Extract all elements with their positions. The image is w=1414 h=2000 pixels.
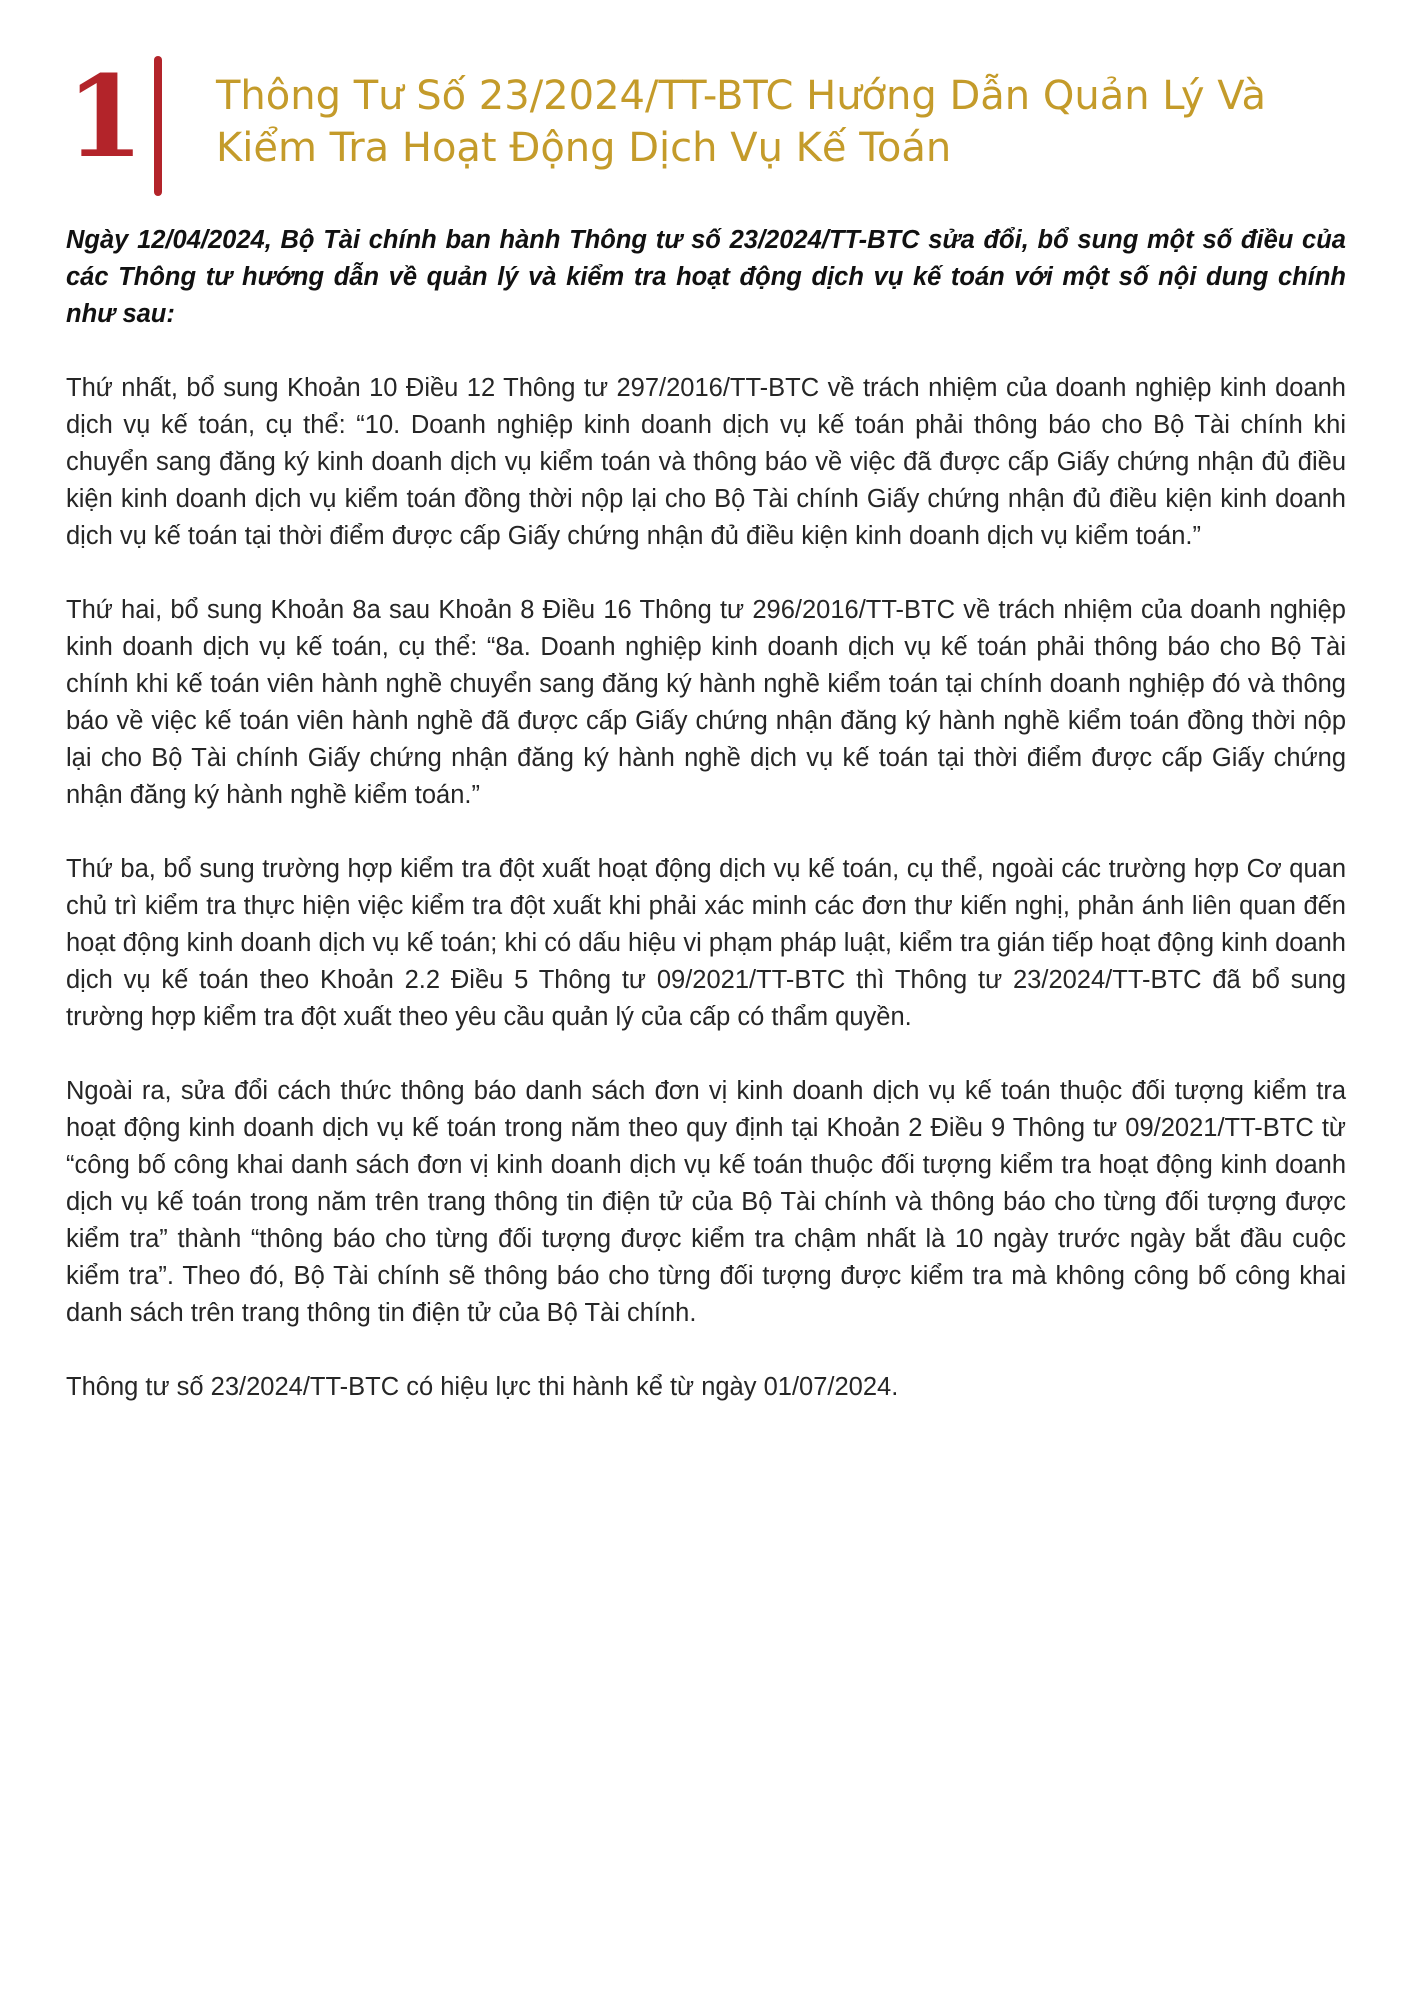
paragraph-effective-date: Thông tư số 23/2024/TT-BTC có hiệu lực thi hành kể từ ngày 01/07/2024. <box>66 1373 899 1401</box>
page-title: Thông Tư Số 23/2024/TT-BTC Hướng Dẫn Quản Lý Và Kiểm Tra Hoạt Động Dịch Vụ Kế Toán <box>216 73 1267 171</box>
paragraph-second-point: Thứ hai, bổ sung Khoản 8a sau Khoản 8 Điều 16 Thông tư 296/2016/TT-BTC về trách nhiệm của doanh nghiệp kinh doanh dịch vụ kế toán, cụ thể: “8a. Doanh nghiệp kinh doanh dịch vụ kế toán phải thông báo cho Bộ Tài chính khi kế toán viên hành nghề chuyển sang đăng ký hành nghề kiểm toán tại chính doanh nghiệp đó và thông báo về việc kế toán viên hành nghề đã được cấp Giấy chứng nhận đăng ký hành nghề kiểm toán đồng thời nộp lại cho Bộ Tài chính Giấy chứng nhận đăng ký hành nghề dịch vụ kế toán tại thời điểm được cấp Giấy chứng nhận đăng ký hành nghề kiểm toán.” <box>66 596 1346 809</box>
section-header <box>62 52 1352 204</box>
paragraph-third-point: Thứ ba, bổ sung trường hợp kiểm tra đột xuất hoạt động dịch vụ kế toán, cụ thể, ngoài các trường hợp Cơ quan chủ trì kiểm tra thực hiện việc kiểm tra đột xuất khi phải xác minh các đơn thư kiến nghị, phản ánh liên quan đến hoạt động kinh doanh dịch vụ kế toán; khi có dấu hiệu vi phạm pháp luật, kiểm tra gián tiếp hoạt động kinh doanh dịch vụ kế toán theo Khoản 2.2 Điều 5 Thông tư 09/2021/TT-BTC thì Thông tư 23/2024/TT-BTC đã bổ sung trường hợp kiểm tra đột xuất theo yêu cầu quản lý của cấp có thẩm quyền. <box>66 855 1346 1031</box>
paragraph-additional-changes: Ngoài ra, sửa đổi cách thức thông báo danh sách đơn vị kinh doanh dịch vụ kế toán thuộc đối tượng kiểm tra hoạt động kinh doanh dịch vụ kế toán trong năm theo quy định tại Khoản 2 Điều 9 Thông tư 09/2021/TT-BTC từ “công bố công khai danh sách đơn vị kinh doanh dịch vụ kế toán thuộc đối tượng kiểm tra hoạt động kinh doanh dịch vụ kế toán trong năm trên trang thông tin điện tử của Bộ Tài chính và thông báo cho từng đối tượng được kiểm tra” thành “thông báo cho từng đối tượng được kiểm tra chậm nhất là 10 ngày trước ngày bắt đầu cuộc kiểm tra”. Theo đó, Bộ Tài chính sẽ thông báo cho từng đối tượng được kiểm tra mà không công bố công khai danh sách trên trang thông tin điện tử của Bộ Tài chính. <box>66 1077 1346 1327</box>
intro-paragraph: Ngày 12/04/2024, Bộ Tài chính ban hành Thông tư số 23/2024/TT-BTC sửa đổi, bổ sung một số điều của các Thông tư hướng dẫn về quản lý và kiểm tra hoạt động dịch vụ kế toán với một số nội dung chính như sau: <box>66 226 1346 328</box>
header-divider <box>154 56 162 196</box>
paragraph-first-point: Thứ nhất, bổ sung Khoản 10 Điều 12 Thông tư 297/2016/TT-BTC về trách nhiệm của doanh nghiệp kinh doanh dịch vụ kế toán, cụ thể: “10. Doanh nghiệp kinh doanh dịch vụ kế toán phải thông báo cho Bộ Tài chính khi chuyển sang đăng ký kinh doanh dịch vụ kiểm toán và thông báo về việc đã được cấp Giấy chứng nhận đủ điều kiện kinh doanh dịch vụ kiểm toán đồng thời nộp lại cho Bộ Tài chính Giấy chứng nhận đủ điều kiện kinh doanh dịch vụ kế toán tại thời điểm được cấp Giấy chứng nhận đủ điều kiện kinh doanh dịch vụ kiểm toán.” <box>66 374 1346 550</box>
article-body <box>66 222 1346 1443</box>
section-number: 1 <box>66 52 144 183</box>
